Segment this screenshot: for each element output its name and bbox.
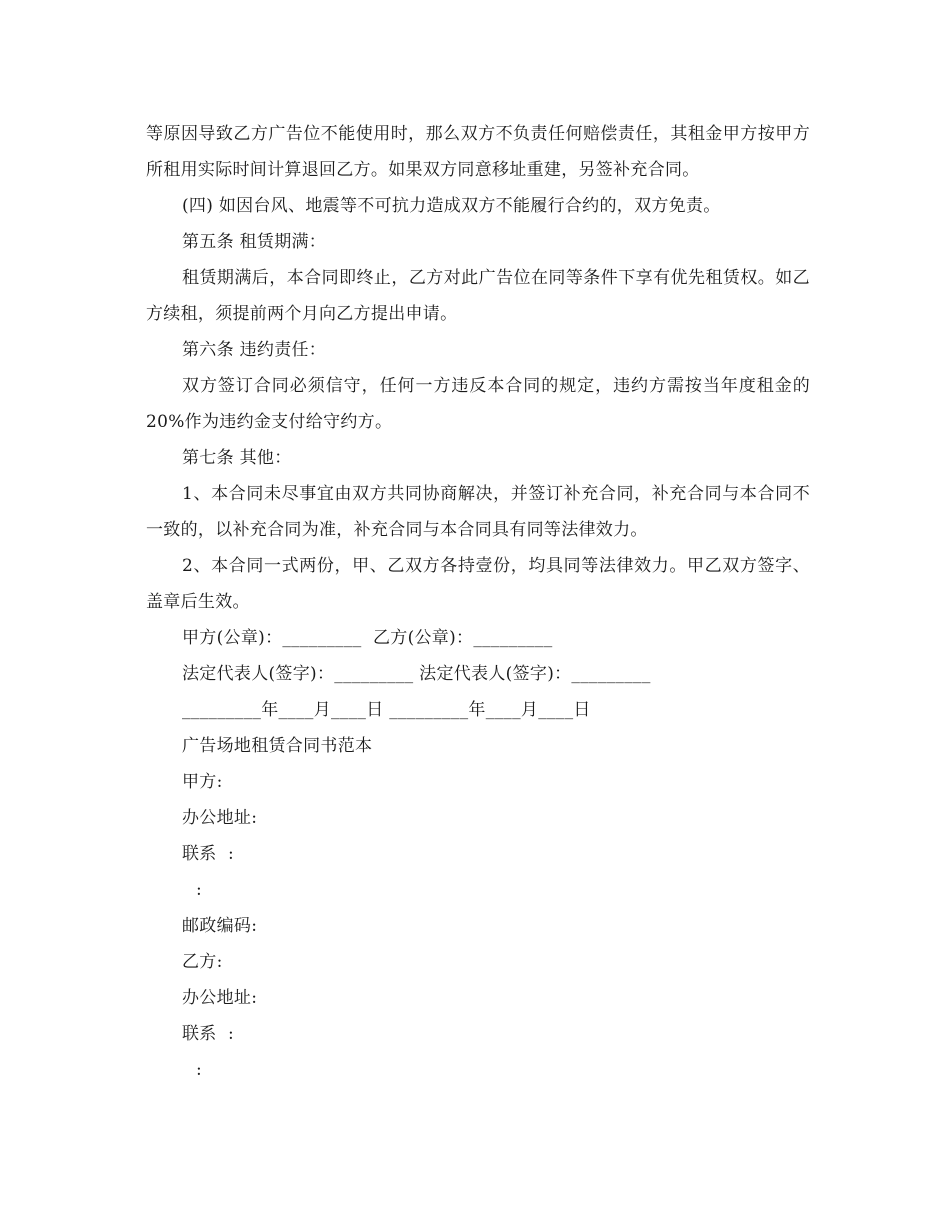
party-b-contact-sub: : bbox=[196, 1060, 203, 1080]
paragraph-breach-liability: 双方签订合同必须信守，任何一方违反本合同的规定，违约方需按当年度租金的 20%作为违约金支付给守约方。 bbox=[146, 376, 816, 432]
paragraph-lease-expiry: 租赁期满后，本合同即终止，乙方对此广告位在同等条件下享有优先租赁权。如乙方续租，须提前两个月向乙方提出申请。 bbox=[146, 268, 810, 324]
article-5-heading: 第五条 租赁期满： bbox=[182, 232, 327, 252]
party-a-contact-label: 联系 : bbox=[182, 844, 235, 864]
article-7-heading: 第七条 其他： bbox=[182, 448, 292, 468]
paragraph-force-majeure: (四) 如因台风、地震等不可抗力造成双方不能履行合约的，双方免责。 bbox=[182, 196, 721, 216]
signature-representative-line: 法定代表人(签字)：_________ 法定代表人(签字)：_________ bbox=[182, 664, 651, 684]
document-body bbox=[146, 116, 816, 1088]
party-a-label: 甲方: bbox=[182, 772, 223, 792]
signature-seal-line: 甲方(公章)：_________ 乙方(公章)：_________ bbox=[182, 628, 553, 648]
paragraph-other-2: 2、本合同一式两份，甲、乙双方各持壹份，均具同等法律效力。甲乙双方签字、盖章后生效。 bbox=[146, 556, 810, 612]
party-a-contact-sub: : bbox=[196, 880, 203, 900]
paragraph-refund-clause: 等原因导致乙方广告位不能使用时，那么双方不负责任何赔偿责任，其租金甲方按甲方所租用实际时间计算退回乙方。如果双方同意移址重建，另签补充合同。 bbox=[146, 124, 810, 180]
signature-date-line: _________年____月____日 _________年____月____日 bbox=[182, 700, 591, 720]
party-b-label: 乙方: bbox=[182, 952, 223, 972]
party-a-address-label: 办公地址: bbox=[182, 808, 258, 828]
paragraph-other-1: 1、本合同未尽事宜由双方共同协商解决，并签订补充合同，补充合同与本合同不一致的，以补充合同为准，补充合同与本合同具有同等法律效力。 bbox=[146, 484, 810, 540]
party-b-address-label: 办公地址: bbox=[182, 988, 258, 1008]
second-contract-title: 广告场地租赁合同书范本 bbox=[182, 736, 373, 756]
article-6-heading: 第六条 违约责任： bbox=[182, 340, 327, 360]
party-b-contact-label: 联系 : bbox=[182, 1024, 235, 1044]
party-a-postcode-label: 邮政编码: bbox=[182, 916, 258, 936]
